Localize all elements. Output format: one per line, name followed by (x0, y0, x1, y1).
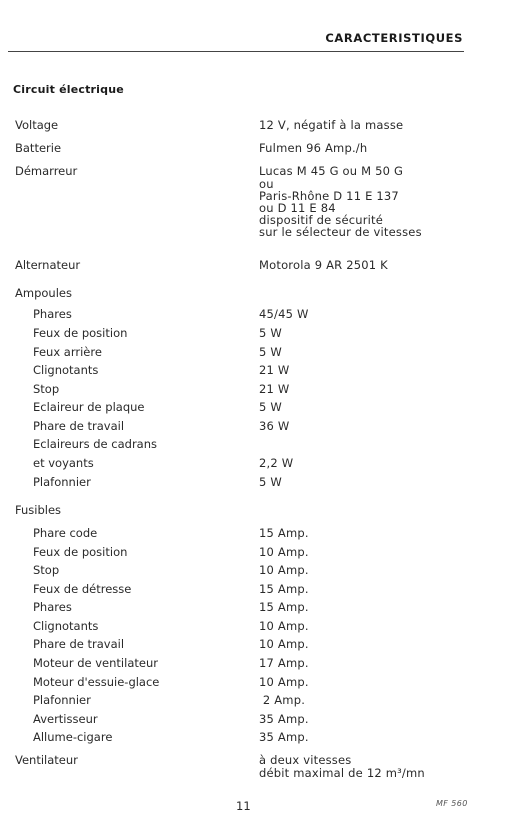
spec-value-line: 10 Amp. (259, 675, 309, 689)
spec-value (259, 475, 282, 489)
spec-value (259, 675, 309, 689)
spec-label: Allume-cigare (33, 730, 113, 744)
spec-value-line: 10 Amp. (259, 619, 309, 633)
spec-value (259, 363, 289, 377)
spec-value-line: 45/45 W (259, 307, 309, 321)
spec-value (259, 258, 388, 272)
spec-label: Feux arrière (33, 345, 102, 359)
spec-value (259, 753, 425, 779)
spec-value-line: à deux vitesses (259, 753, 352, 767)
spec-value-line: 2,2 W (259, 456, 294, 470)
spec-value-line: 10 Amp. (259, 563, 309, 577)
spec-value-line: sur le sélecteur de vitesses (259, 225, 422, 239)
spec-label: Clignotants (33, 619, 99, 633)
spec-value (259, 693, 305, 707)
spec-value (259, 637, 309, 651)
spec-label: Phare de travail (33, 637, 125, 651)
spec-value (259, 118, 403, 132)
page-header-title: CARACTERISTIQUES (325, 31, 463, 45)
spec-label: Feux de détresse (33, 582, 132, 596)
spec-value (259, 712, 309, 726)
spec-value-line: débit maximal de 12 m³/mn (259, 766, 425, 780)
document-reference: MF 560 (436, 799, 468, 808)
spec-value-line: Fulmen 96 Amp./h (259, 141, 368, 155)
spec-value-line: 35 Amp. (259, 712, 309, 726)
spec-value (259, 656, 309, 670)
spec-value-line: 36 W (259, 419, 290, 433)
spec-value (259, 164, 422, 238)
spec-label: Ampoules (15, 286, 72, 300)
page-number: 11 (236, 799, 251, 813)
spec-label: Démarreur (15, 164, 78, 178)
spec-value-line: 35 Amp. (259, 730, 309, 744)
spec-value-line: Paris-Rhône D 11 E 137 (259, 189, 399, 203)
spec-value-line: 5 W (259, 400, 282, 414)
spec-value (259, 307, 309, 321)
spec-value (259, 730, 309, 744)
spec-value-line: 21 W (259, 382, 290, 396)
spec-value (259, 456, 293, 470)
spec-value (259, 400, 282, 414)
spec-value-line: 10 Amp. (259, 637, 309, 651)
spec-label: Moteur de ventilateur (33, 656, 158, 670)
spec-label: Stop (33, 382, 60, 396)
spec-label: Phares (33, 600, 72, 614)
spec-value (259, 526, 309, 540)
spec-value-line: 17 Amp. (259, 656, 309, 670)
spec-value (259, 419, 289, 433)
spec-value (259, 382, 289, 396)
spec-value-line: ou D 11 E 84 (259, 201, 336, 215)
spec-label: Ventilateur (15, 753, 78, 767)
spec-value (259, 326, 282, 340)
spec-value-line: Motorola 9 AR 2501 K (259, 258, 388, 272)
spec-value-line: 5 W (259, 345, 282, 359)
spec-value-line: Lucas M 45 G ou M 50 G (259, 164, 404, 178)
spec-value (259, 545, 309, 559)
spec-label: Alternateur (15, 258, 81, 272)
spec-value-line: 21 W (259, 363, 290, 377)
header-rule (8, 51, 464, 52)
spec-value-line: 5 W (259, 475, 282, 489)
spec-value (259, 582, 309, 596)
spec-value-line: dispositif de sécurité (259, 213, 384, 227)
spec-label: Voltage (15, 118, 59, 132)
spec-value (259, 563, 309, 577)
spec-value-line: 10 Amp. (259, 545, 309, 559)
spec-label: Plafonnier (33, 475, 91, 489)
spec-label: Batterie (15, 141, 62, 155)
spec-value-line: 15 Amp. (259, 600, 309, 614)
spec-label: Avertisseur (33, 712, 98, 726)
spec-value-line: 2 Amp. (259, 693, 306, 707)
spec-label: Fusibles (15, 503, 62, 517)
spec-label: Feux de position (33, 545, 128, 559)
spec-label: Feux de position (33, 326, 128, 340)
spec-label: Moteur d'essuie-glace (33, 675, 160, 689)
spec-value (259, 141, 367, 155)
spec-label: Plafonnier (33, 693, 91, 707)
spec-value (259, 345, 282, 359)
section-title: Circuit électrique (13, 83, 124, 96)
spec-label: et voyants (33, 456, 94, 470)
spec-value-line: 12 V, négatif à la masse (259, 118, 404, 132)
spec-value (259, 600, 309, 614)
spec-label: Eclaireur de plaque (33, 400, 145, 414)
spec-value-line: 15 Amp. (259, 582, 309, 596)
spec-value-line: ou (259, 177, 274, 191)
spec-label: Phares (33, 307, 72, 321)
spec-value (259, 619, 309, 633)
spec-value-line: 15 Amp. (259, 526, 309, 540)
spec-value-line: 5 W (259, 326, 282, 340)
spec-label: Phare de travail (33, 419, 125, 433)
spec-label: Clignotants (33, 363, 99, 377)
spec-label: Eclaireurs de cadrans (33, 437, 157, 451)
spec-label: Stop (33, 563, 60, 577)
spec-label: Phare code (33, 526, 98, 540)
